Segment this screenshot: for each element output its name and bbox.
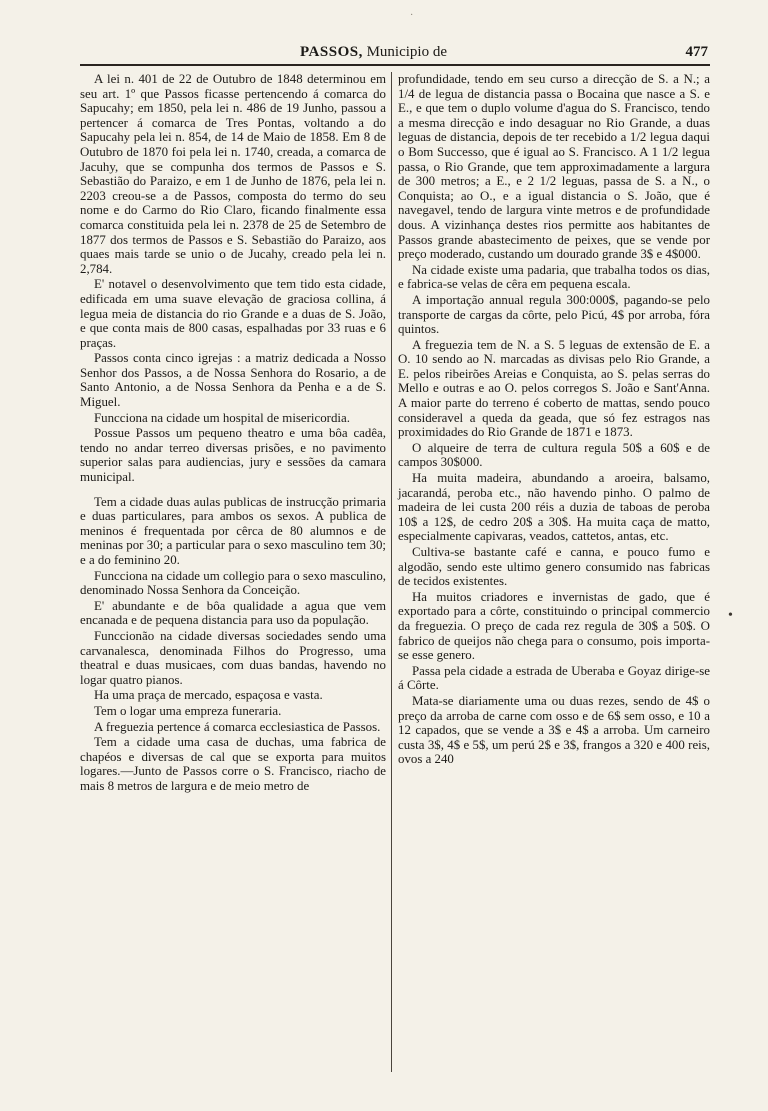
paragraph: Cultiva-se bastante café e canna, e pouco fumo e algodão, sendo este ultimo genero consumido nas fabricas de tecidos existentes. bbox=[398, 545, 710, 589]
right-column bbox=[398, 72, 710, 768]
paragraph: A importação annual regula 300:000$, pagando-se pelo transporte de cargas da côrte, pelo Picú, 4$ por arroba, fóra quintos. bbox=[398, 292, 710, 337]
paragraph: A freguezia pertence á comarca ecclesiastica de Passos. bbox=[94, 719, 381, 734]
header-title bbox=[300, 44, 447, 61]
paragraph: Tem a cidade uma casa de duchas, uma fabrica de chapéos e diversas de cal que se exporta para muitos logares.—Junto de Passos corre o S. Francisco, riacho de mais 8 metros de largura e de meio metro de bbox=[80, 735, 386, 793]
paragraph: Funcciona na cidade um hospital de misericordia. bbox=[94, 410, 350, 425]
column-divider bbox=[391, 72, 392, 1072]
paragraph: Ha muitos criadores e invernistas de gado, que é exportado para a côrte, constituindo o principal commercio da freguezia. O preço de cada rez regula de 30$ a 50$. O fabrico de queijos não chega para o consumo, pois importa-se esse genero. bbox=[398, 589, 710, 663]
paragraph: E' abundante e de bôa qualidade a agua que vem encanada e de pequena distancia para uso da população. bbox=[80, 598, 386, 628]
paragraph: Passa pela cidade a estrada de Uberaba e Goyaz dirige-se á Côrte. bbox=[398, 663, 710, 693]
paragraph: Ha uma praça de mercado, espaçosa e vasta. bbox=[94, 688, 323, 703]
page-number: 477 bbox=[685, 44, 708, 60]
paragraph: Na cidade existe uma padaria, que trabalha todos os dias, e fabrica-se velas de cêra em pequena escala. bbox=[398, 262, 710, 292]
paragraph: Possue Passos um pequeno theatro e uma bôa cadêa, tendo no andar terreo diversas prisões, e no pavimento superior salas para audiencias, jury e sessões da camara municipal. bbox=[80, 426, 386, 485]
scan-speck: • bbox=[728, 608, 733, 623]
scan-speck: · bbox=[410, 10, 414, 21]
header-title-bold: PASSOS, bbox=[300, 44, 363, 60]
paragraph: E' notavel o desenvolvimento que tem tido esta cidade, edificada em uma suave elevação de graciosa collina, á legua meia de distancia do rio Grande e a duas de S. João, e que conta mais de 800 casas, espalhadas por 33 ruas e 6 praças. bbox=[80, 277, 386, 350]
paragraph: Funcciona na cidade um collegio para o sexo masculino, denominado Nossa Senhora da Conceição. bbox=[80, 568, 386, 598]
header-title-rest: Municipio de bbox=[362, 44, 447, 60]
paragraph: O alqueire de terra de cultura regula 50$ a 60$ e de campos 30$000. bbox=[398, 440, 710, 470]
paragraph: Tem o logar uma empreza funeraria. bbox=[94, 703, 282, 718]
paragraph: Mata-se diariamente uma ou duas rezes, sendo de 4$ o preço da arroba de carne com osso e de 6$ sem osso, e 10 a 12 capados, que se vende a 3$ e 4$ a arroba. Um carneiro custa 3$, 4$ e 5$, um perú 2$ e 3$, frangos a 320 e 400 reis, ovos a 240 bbox=[398, 693, 710, 767]
header-rule bbox=[80, 64, 710, 66]
paragraph: Ha muita madeira, abundando a aroeira, balsamo, jacarandá, peroba etc., não havendo pinho. O palmo de madeira de lei custa 200 réis a duzia de taboas de peroba 10$ a 12$, de cedro 20$ a 30$. Ha muita caça de matto, especialmente capivaras, veados, cattetos, antas, etc. bbox=[398, 471, 710, 544]
paragraph: Tem a cidade duas aulas publicas de instrucção primaria e duas particulares, para ambos os sexos. A publica de meninos é frequentada por cêrca de 80 alumnos e de meninas por 30; a particular para o sexo masculino tem 30; e a do feminino 20. bbox=[80, 494, 386, 567]
running-header bbox=[80, 44, 708, 64]
paragraph: Passos conta cinco igrejas : a matriz dedicada a Nosso Senhor dos Passos, a de Nossa Senhora do Rosario, a de Santo Antonio, a de Nossa Senhora da Penha e a de S. Miguel. bbox=[80, 351, 386, 410]
paragraph: A freguezia tem de N. a S. 5 leguas de extensão de E. a O. 10 sendo ao N. marcadas as divisas pelo Rio Grande, a E. pelos ribeirões Areias e Conquista, ao S. pelas serras do Mello e outras e ao O. pelos corregos S. João e Sant'Anna. A maior parte do terreno é coberto de mattas, sendo pouco consideravel a queda da geada, que só fez estragos nas proximidades do Rio Grande de 1871 e 1873. bbox=[398, 337, 710, 440]
paragraph: profundidade, tendo em seu curso a direcção de S. a N.; a 1/4 de legua de distancia passa o Bocaina que nasce a S. e E., e que tem o duplo volume d'agua do S. Francisco, tendo a mesma direcção e indo desaguar no Rio Grande, a duas leguas de distancia, depois de ter recebido a 1/2 legua daqui o Bom Successo, que é igual ao S. Francisco. A 1 1/2 legua passa, o Rio Grande, que tem approximadamente a largura de 300 metros; a E., e 2 1/2 leguas, passa de S. a N., o Conquista; ao O., e a igual distancia o S. João, que é navegavel, tendo de largura vinte metros e de profundidade dous. A vizinhança destes rios permitte aos habitantes de Passos grande abastecimento de peixes, que se vende por preço moderado, custando um dourado grande 3$ e 4$000. bbox=[398, 72, 710, 262]
paragraph: A lei n. 401 de 22 de Outubro de 1848 determinou em seu art. 1º que Passos ficasse pertencendo á comarca do Sapucahy; em 1850, pela lei n. 486 de 19 Junho, passou a pertencer á comarca de Tres Pontas, voltando a do Sapucahy pela lei n. 854, de 14 de Maio de 1858. Em 8 de Outubro de 1870 foi pela lei n. 1740, creada, a comarca de Jacuhy, que se compunha dos termos de Passos e S. Sebastião do Paraizo, e em 1 de Junho de 1876, pela lei n. 2203 creou-se a de Passos, composta do termo do seu nome e do Carmo do Rio Claro, ficando finalmente essa comarca constituida pela lei n. 2378 de 25 de Setembro de 1877 dos termos de Passos e S. Sebastião do Paraizo, aos quaes mais tarde se unio o de Jucahy, creado pela lei n. 2,784. bbox=[80, 72, 386, 276]
paragraph: Funccionão na cidade diversas sociedades sendo uma carvanalesca, denominada Filhos do Progresso, uma theatral e duas musicaes, com duas bandas, havendo no logar quatro pianos. bbox=[80, 628, 386, 687]
left-column bbox=[80, 72, 386, 795]
